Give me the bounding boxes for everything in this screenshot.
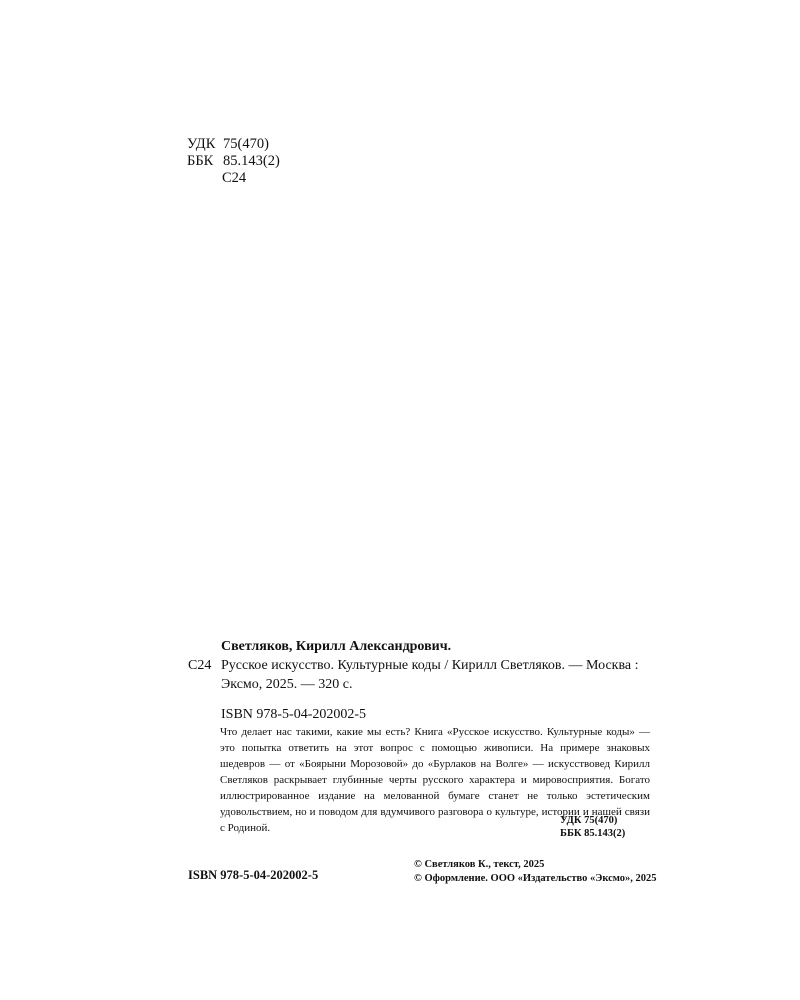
bbk-label: ББК — [187, 153, 214, 169]
author-code: С24 — [222, 170, 247, 186]
bbk-right: ББК 85.143(2) — [560, 828, 626, 839]
title-line-2: Эксмо, 2025. — 320 с. — [221, 677, 353, 692]
copyright-block — [414, 858, 657, 886]
title-row-2 — [188, 675, 650, 694]
copyright-design: © Оформление. ООО «Издательство «Эксмо», 2025 — [414, 873, 657, 884]
codes-right — [560, 814, 650, 840]
annotation-text: Что делает нас такими, какие мы есть? Книга «Русское искусство. Культурные коды» — это попытка ответить на этот вопрос с помощью живописи. На примере знаковых шедевров — от «Боярыни Морозовой» до «Бурлаков на Волге» — искусствовед Кирилл Светляков раскрывает глубинные черты русского характера и мировосприятия. Богато иллюстрированное издание на мелованной бумаге станет не только эстетическим удовольствием, но и поводом для вдумчивого разговора о культуре, истории и нашей связи с Родиной. — [220, 726, 650, 834]
udk-label: УДК — [187, 136, 216, 152]
footer-isbn: ISBN 978-5-04-202002-5 — [188, 868, 319, 882]
bib-spacer — [188, 675, 221, 694]
author-code-row — [187, 170, 280, 187]
bbk-value: 85.143(2) — [223, 153, 280, 169]
author-name: Светляков, Кирилл Александрович. — [221, 639, 452, 654]
title-line-1: Русское искусство. Культурные коды / Кирилл Светляков. — Москва : — [221, 658, 639, 673]
bibliographic-record — [188, 638, 650, 724]
bib-author-code: С24 — [188, 658, 212, 673]
udk-row — [187, 136, 280, 153]
title-row — [188, 656, 650, 675]
copyright-text: © Светляков К., текст, 2025 — [414, 859, 545, 870]
bbk-row — [187, 153, 280, 170]
classification-block — [187, 136, 280, 187]
bib-isbn: ISBN 978-5-04-202002-5 — [221, 707, 367, 722]
udk-value: 75(470) — [223, 136, 269, 152]
udk-right: УДК 75(470) — [560, 815, 618, 826]
